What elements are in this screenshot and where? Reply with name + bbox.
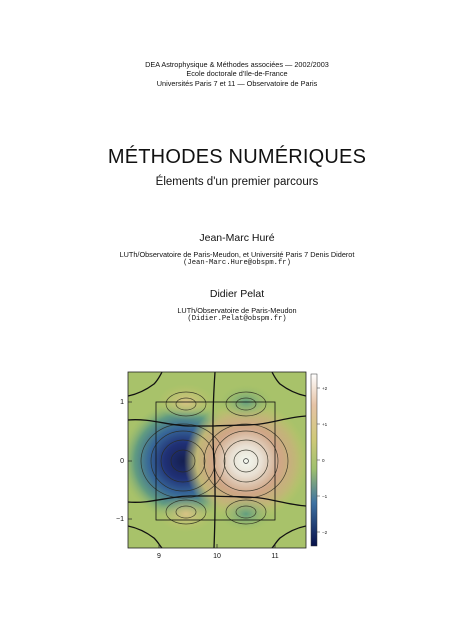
- y-tick-label: 1: [120, 399, 124, 406]
- colorbar: [311, 374, 317, 546]
- colorbar-tick-label: 0: [322, 458, 325, 463]
- header-line-school: Ecole doctorale d'Ile-de-France: [186, 69, 288, 79]
- author-affiliation: LUTh/Observatoire de Paris-Meudon: [177, 306, 297, 315]
- author-email: (Didier.Pelat@obspm.fr): [187, 315, 287, 324]
- author-name: Jean-Marc Huré: [199, 232, 275, 244]
- author-affiliation-block: [0, 306, 474, 325]
- x-tick-label: 11: [271, 553, 279, 560]
- author-name: Didier Pelat: [209, 288, 265, 300]
- author-affiliation-block: [0, 250, 474, 269]
- colorbar-tick-label: −1: [322, 494, 328, 499]
- contour-plot-area: [121, 372, 308, 548]
- header-line-program: DEA Astrophysique & Méthodes associées — 2002/2003: [145, 60, 329, 69]
- author-email: (Jean-Marc.Hure@obspm.fr): [183, 259, 291, 268]
- header-block: [0, 60, 474, 88]
- colorbar-tick-label: +2: [322, 386, 328, 391]
- header-line-universities: Universités Paris 7 et 11 — Observatoire de Paris: [156, 78, 318, 88]
- document-title: MÉTHODES NUMÉRIQUES: [107, 146, 367, 168]
- colorbar-labels: [322, 386, 328, 535]
- document-subtitle: Élements d'un premier parcours: [155, 176, 319, 188]
- contour-figure: [110, 362, 350, 564]
- y-axis-labels: [116, 399, 124, 523]
- x-tick-label: 10: [213, 553, 221, 560]
- x-axis-labels: [157, 553, 279, 560]
- colorbar-tick-label: +1: [322, 422, 328, 427]
- colorbar-ticks: [317, 388, 320, 532]
- author-affiliation: LUTh/Observatoire de Paris-Meudon, et Université Paris 7 Denis Diderot: [119, 250, 355, 259]
- y-tick-label: −1: [116, 516, 124, 523]
- y-tick-label: 0: [120, 458, 124, 465]
- x-tick-label: 9: [157, 553, 161, 560]
- colorbar-tick-label: −2: [322, 530, 328, 535]
